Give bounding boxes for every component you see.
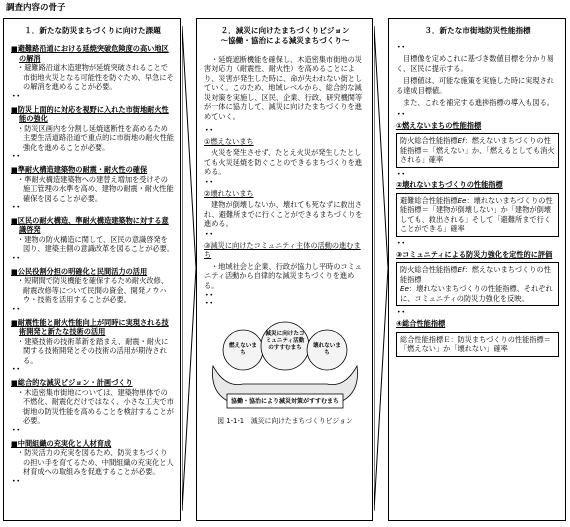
issue-body: ・防災活力の充実を図るため、防災まちづくりの担い手を育てるため、中間組織の充実化と人材育成への取組みを促進することが必要。	[17, 448, 174, 477]
omission-marks: ••	[397, 239, 407, 247]
issues-list	[11, 44, 174, 485]
illus-banner: 協働・協治により減災対策がすすむまち	[230, 398, 340, 406]
omission-marks: ••	[205, 230, 215, 238]
issue-item	[11, 318, 174, 374]
issue-body: ・短期間で防災機能を確保するため耐火改修、耐震改修等について民間の資金、開発ノウハウ・技術を活用することが必要。	[17, 276, 168, 305]
issues-header: １．新たな防災まちづくりに向けた課題	[24, 26, 161, 35]
vision-header-line2: ～協働・協治による減災まちづくり～	[220, 36, 350, 46]
illus-label-unbreakable: 壊れないまち	[313, 343, 341, 357]
vision-section-3-text: ・地域社会と企業、行政が協力し平時のコミュニティ活動から自律的な減災まちづくりを進める。	[204, 261, 362, 290]
issue-title: ■準耐火構造建築物の耐震・耐火性の確保	[11, 165, 148, 175]
omission-marks: ••	[12, 254, 22, 262]
issue-title: ■区民の耐火構造、準耐火構造建築物に対する意識啓発	[11, 215, 169, 235]
issue-item	[11, 44, 174, 100]
vision-section-3-heading: ③減災に向けたコミュニティ主体の活動の進むまち	[204, 240, 361, 260]
issue-item	[11, 105, 174, 161]
connector-arrow-icon	[182, 26, 196, 511]
vision-column	[196, 18, 373, 521]
omission-marks: ••	[397, 309, 407, 317]
issue-title: ■総合的な減災ビジョン・計画づくり	[11, 378, 133, 388]
issue-body: ・木造密集市街地については、建築物単体での不燃化、耐震化だけではなく、小さな工夫で市街地の防災性能を高めることを検討することが必要。	[17, 387, 174, 426]
omission-marks: ••	[12, 92, 22, 100]
connector-arrow-icon	[374, 26, 388, 511]
omission-marks: ••	[12, 426, 22, 434]
indicators-column	[388, 18, 566, 521]
indicator-4-box: 総合性能指標Ｅ：防災まちづくりの性能指標＝「燃えない」か「壊れない」確率	[396, 332, 559, 357]
vision-section-1-text: 火災を発生させず、たとえ火災が発生したとしても火災延焼を防ぐことのできるまちづくりを進める。	[204, 148, 363, 177]
omission-marks: ••	[397, 110, 407, 118]
omission-marks: ••	[12, 477, 22, 485]
issue-item	[11, 216, 174, 263]
issue-body: ・準耐火構造建築物への建替え増加を受けその施工管理の水準を高め、建物の耐震・耐火性能確保を図ることが必要。	[17, 174, 174, 203]
issues-column	[3, 18, 181, 521]
omission-marks: ••	[12, 366, 22, 374]
indicator-1-box: 防火総合性能指標Ef：燃えないまちづくりの性能指標＝「燃えない」か、「燃えるとしても消火される」確率	[396, 133, 559, 168]
omission-marks: ••	[12, 204, 22, 212]
omission-marks: ••	[12, 305, 22, 313]
omission-marks: ••	[397, 170, 407, 178]
indicator-1-heading: ①燃えないまちの性能指標	[396, 120, 482, 130]
indicator-3-box: 防火総合性能指標Ef：燃えないまちづくりの性能指標 Ee：壊れないまちづくりの性能指標、それぞれに、コミュニティの防災力強化を反映。	[396, 262, 559, 306]
illus-label-nonflammable: 燃えないまち	[229, 343, 257, 357]
indicator-2-heading: ②壊れないまちづくりの性能指標	[396, 180, 503, 190]
vision-section-1-heading: ①燃えないまち	[204, 136, 254, 146]
figure-caption: 図 1-1-1 減災に向けたまちづくりビジョン	[217, 417, 353, 426]
issue-item	[11, 439, 174, 486]
indicators-intro-3: また、これを補完する進捗指標の導入も図る。	[403, 98, 554, 108]
indicators-intro-1: 目標像を定めこれに基づき数値目標を分かり易く、区民に提示する。	[396, 54, 554, 73]
omission-marks: ••	[205, 178, 215, 186]
illus-label-community: 減災に向けたコミュニティ活動のすすむまち	[265, 331, 305, 351]
issue-item	[11, 378, 174, 434]
issue-item	[11, 267, 174, 314]
issue-item	[11, 165, 174, 212]
omission-marks: •• ••	[205, 292, 215, 308]
issue-title: ■防災上面的に対応を視野に入れた市街地耐火性能の強化	[11, 104, 169, 124]
indicator-3-heading: ③コミュニティによる防災力強化を定性的に評価	[396, 249, 553, 259]
vision-intro: ・延焼遮断機能を確保し、木造密集市街地の災害対応力（耐震性、耐火性）を高めることにより、災害が発生した時に、命が失われない街としていく。このため、地域レベルから、総合的な減災対策を実施し、区民、企業、行政、研究機関等が一体に協力して、減災に向けたまちづくりを進めていく。	[204, 54, 363, 121]
indicator-2-box: 避難総合性能指標Ee：壊れないまちづくりの性能指標＝「建物が倒壊しない」か「建物が倒壊しても、救出される」そして「避難所まで行くことができる」確率	[396, 193, 559, 237]
indicators-header: ３．新たな市街地防災性能指標	[424, 26, 531, 35]
vision-header-line1: ２．減災に向けたまちづくりビジョン	[220, 26, 350, 35]
document-title: 調査内容の骨子	[6, 3, 66, 13]
issue-title: ■中間組織の充実化と人材育成	[11, 438, 112, 448]
vision-section-2-heading: ②壊れないまち	[204, 188, 254, 198]
issue-body: ・建築技術の技術革新を踏まえ、耐震・耐火に関する技術開発とその技術の活用が期待される。	[17, 336, 169, 365]
issue-title: ■避難路沿道における延焼突破危険度の高い地区の解消	[11, 44, 169, 63]
omission-marks: ••	[205, 127, 215, 134]
vision-illustration	[205, 314, 365, 414]
issue-title: ■耐震性能と耐火性能向上が同時に実現される技術開発と新たな技術の活用	[11, 317, 169, 337]
omission-marks: ••	[397, 44, 407, 52]
vision-section-2-text: 建物が倒壊しないか、壊れても死なずに救出され、避難所までに行くことができるまちづくりを進める。	[204, 200, 363, 229]
indicator-4-heading: ④総合性能指標	[396, 319, 446, 329]
indicators-intro-2: 目標値は、可能な施策を実施した時に実現される達成目標値。	[396, 76, 554, 95]
issue-body: ・避難路沿道木造建物が延焼突破されることで市街地火災となる可能性を防ぐため、早急にその解消を進めることが必要。	[17, 63, 174, 92]
issue-body: ・建物の防火構造に関して、区民の意識啓発を図り、建築主側の意識改革を図ることが必要。	[17, 234, 174, 254]
vision-header	[204, 26, 366, 47]
issue-body: ・防災区画内を分割し延焼遮断性を高めるため主要生活道路沿道で重点的に市街地の耐火性能強化を進めることが必要。	[17, 123, 174, 152]
omission-marks: ••	[12, 153, 22, 161]
issue-title: ■公民役割分担の明確化と民間活力の活用	[11, 266, 148, 276]
